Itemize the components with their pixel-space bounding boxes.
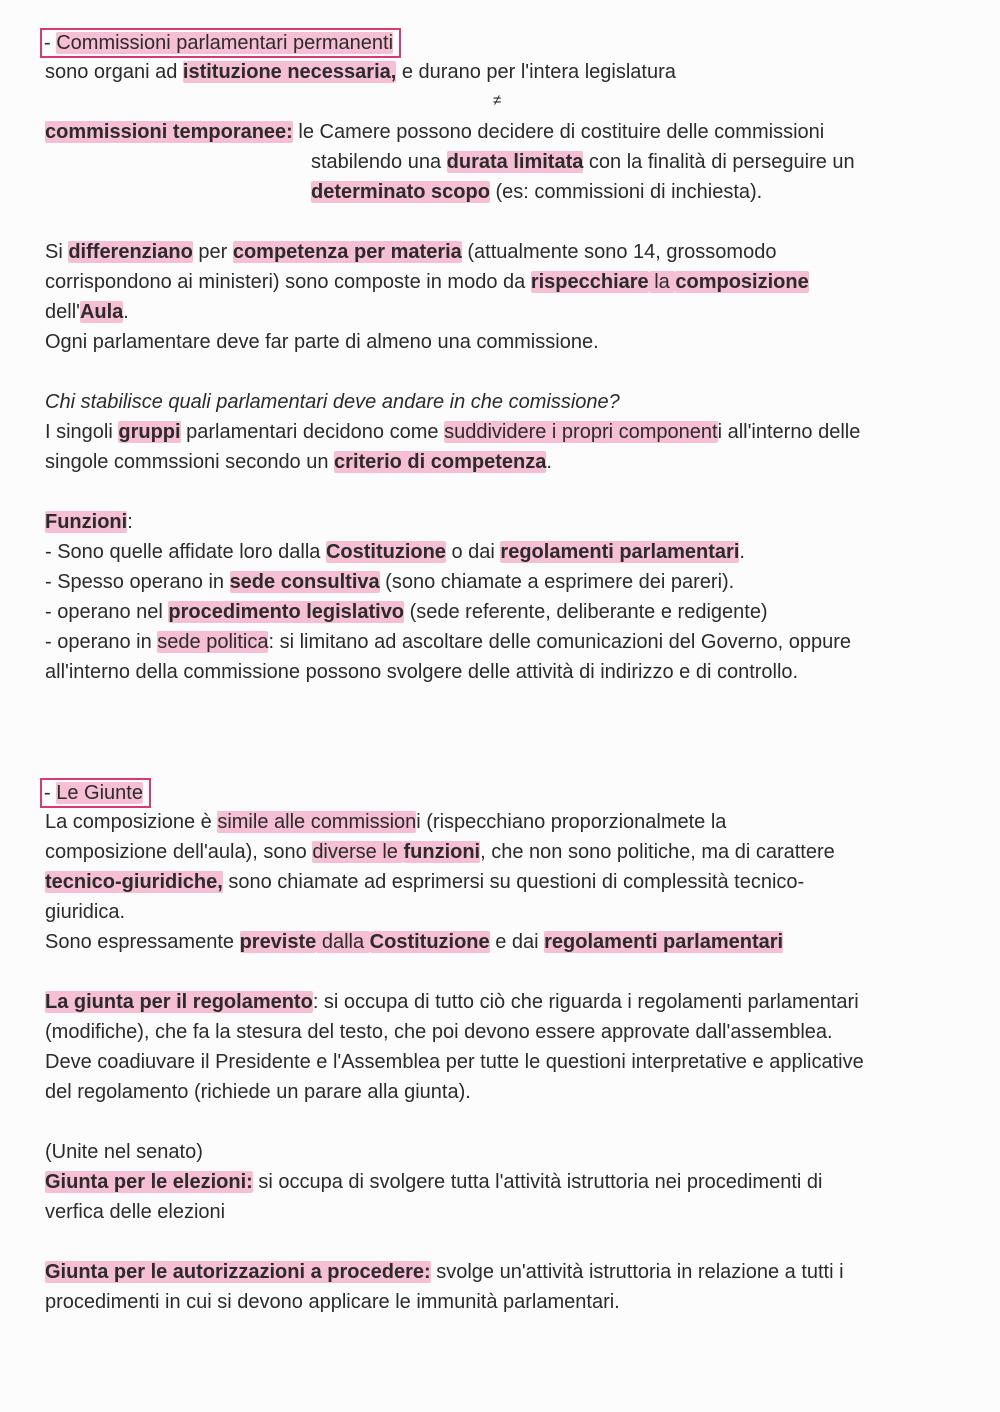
text-line: Sono espressamente previste dalla Costituzione e dai regolamenti parlamentari [45, 931, 784, 953]
text-line: Deve coadiuvare il Presidente e l'Assemblea per tutte le questioni interpretative e applicative [45, 1051, 864, 1073]
text-line: sono organi ad istituzione necessaria, e durano per l'intera legislatura [45, 61, 676, 83]
text-line: tecnico-giuridiche, sono chiamate ad esprimersi su questioni di complessità tecnico- [45, 871, 805, 893]
list-item: - operano in sede politica: si limitano ad ascoltare delle comunicazioni del Governo, oppure [45, 631, 852, 653]
question-line: Chi stabilisce quali parlamentari deve andare in che comissione? [45, 391, 620, 413]
text-line: Si differenziano per competenza per materia (attualmente sono 14, grossomodo [45, 241, 777, 263]
text-line: I singoli gruppi parlamentari decidono come suddividere i propri componenti all'interno delle [45, 421, 861, 443]
text-line: composizione dell'aula), sono diverse le funzioni, che non sono politiche, ma di carattere [45, 841, 835, 863]
text-line: (modifiche), che fa la stesura del testo, che poi devono essere approvate dall'assemblea. [45, 1021, 833, 1043]
section-heading-giunte: - Le Giunte [40, 778, 151, 808]
text-line: del regolamento (richiede un parare alla giunta). [45, 1081, 471, 1103]
text-line: verfica delle elezioni [45, 1201, 226, 1223]
list-item: - Spesso operano in sede consultiva (sono chiamate a esprimere dei pareri). [45, 571, 735, 593]
text-line: Giunta per le autorizzazioni a procedere: svolge un'attività istruttoria in relazione a tutti i [45, 1261, 844, 1283]
text-line: Giunta per le elezioni: si occupa di svolgere tutta l'attività istruttoria nei procedimenti di [45, 1171, 823, 1193]
text-line: La giunta per il regolamento: si occupa di tutto ciò che riguarda i regolamenti parlamentari [45, 991, 859, 1013]
text-line: singole commssioni secondo un criterio di competenza. [45, 451, 552, 473]
list-item: - operano nel procedimento legislativo (sede referente, deliberante e redigente) [45, 601, 768, 623]
text-line: determinato scopo (es: commissioni di inchiesta). [311, 181, 763, 203]
not-equal-symbol: ≠ [493, 92, 502, 109]
text-line: stabilendo una durata limitata con la finalità di perseguire un [311, 151, 855, 173]
text-line: giuridica. [45, 901, 126, 923]
text-line: Ogni parlamentare deve far parte di almeno una commissione. [45, 331, 599, 353]
text-line: corrispondono ai ministeri) sono composte in modo da rispecchiare la composizione [45, 271, 809, 293]
list-item: - Sono quelle affidate loro dalla Costituzione o dai regolamenti parlamentari. [45, 541, 745, 563]
text-line: commissioni temporanee: le Camere possono decidere di costituire delle commissioni [45, 121, 825, 143]
text-line: procedimenti in cui si devono applicare le immunità parlamentari. [45, 1291, 620, 1313]
text-line: La composizione è simile alle commissioni (rispecchiano proporzionalmete la [45, 811, 727, 833]
section-heading-commissioni: - Commissioni parlamentari permanenti [40, 28, 401, 58]
text-line: dell'Aula. [45, 301, 129, 323]
text-line: (Unite nel senato) [45, 1141, 203, 1163]
funzioni-heading: Funzioni: [45, 511, 133, 533]
list-item: all'interno della commissione possono svolgere delle attività di indirizzo e di controllo. [45, 661, 799, 683]
